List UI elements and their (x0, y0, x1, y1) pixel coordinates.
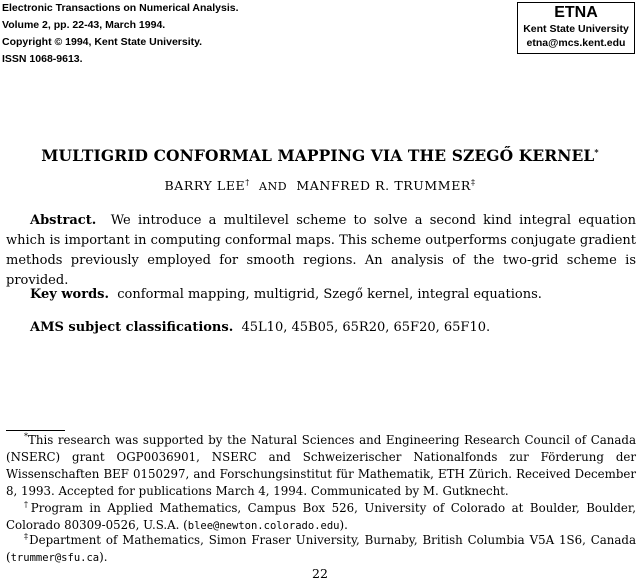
author-2: MANFRED R. TRUMMER (296, 178, 471, 193)
author-2-mark: ‡ (470, 177, 476, 187)
footnote-1-text: This research was supported by the Natural Sciences and Engineering Research Council of Canada (NSERC) grant OGP0036901, NSERC and Schweizerischer Nationalfonds zur Förderung der Wissenschaften BEF 0150297, and Forschungsinstitut für Mathematik, ETH Zürich. Received December 8, 1993. Accepted for publications March 4, 1994. Communicated by M. Gutknecht. (6, 433, 636, 498)
footnote-3 (6, 532, 636, 567)
authors-and: AND (259, 180, 288, 193)
abstract (6, 211, 636, 291)
paper-title (0, 146, 640, 165)
ams-classifications (6, 318, 636, 338)
etna-email: etna@mcs.kent.edu (526, 37, 626, 49)
abstract-label: Abstract. (30, 213, 97, 228)
footnote-3-text: Department of Mathematics, Simon Fraser University, Burnaby, British Columbia V5A 1S6, Canada ( (6, 533, 636, 564)
paper-authors (0, 178, 640, 193)
author-1-mark: † (245, 177, 250, 187)
footnote-3-end: ). (99, 550, 108, 564)
page-number: 22 (312, 566, 328, 581)
footnote-3-email[interactable]: trummer@sfu.ca (10, 552, 100, 564)
ams-label: AMS subject classifications. (30, 320, 234, 335)
title-footnote-mark: * (594, 146, 599, 157)
keywords-label: Key words. (30, 287, 110, 302)
footnote-2 (6, 500, 636, 535)
keywords (6, 285, 636, 305)
footnote-2-end: ). (339, 518, 348, 532)
etna-title: ETNA (554, 4, 598, 21)
paper-title-text: MULTIGRID CONFORMAL MAPPING VIA THE SZEGŐ KERNEL (41, 146, 595, 165)
journal-volume: Volume 2, pp. 22-43, March 1994. (2, 19, 166, 31)
abstract-text: We introduce a multilevel scheme to solve a second kind integral equation which is important in computing conformal maps. This scheme outperforms conjugate gradient methods previously employed for smooth regions. An analysis of the two-grid scheme is provided. (6, 213, 636, 288)
etna-box (517, 2, 635, 54)
etna-university: Kent State University (523, 23, 629, 35)
keywords-text: conformal mapping, multigrid, Szegő kernel, integral equations. (117, 287, 542, 302)
footnote-3-mark: ‡ (24, 532, 30, 542)
footnote-1 (6, 432, 636, 500)
journal-copyright: Copyright © 1994, Kent State University. (2, 36, 203, 48)
ams-text: 45L10, 45B05, 65R20, 65F20, 65F10. (241, 320, 491, 335)
footnote-2-mark: † (24, 500, 31, 510)
journal-name: Electronic Transactions on Numerical Analysis. (2, 2, 239, 14)
journal-issn: ISSN 1068-9613. (2, 53, 83, 65)
footnote-2-text: Program in Applied Mathematics, Campus Box 526, University of Colorado at Boulder, Boulder, Colorado 80309-0526, U.S.A. ( (6, 501, 637, 532)
author-1: BARRY LEE (164, 178, 246, 193)
footnote-1-mark: * (24, 432, 28, 442)
footnote-rule (6, 430, 65, 431)
footnote-2-email[interactable]: blee@newton.colorado.edu (187, 520, 340, 532)
